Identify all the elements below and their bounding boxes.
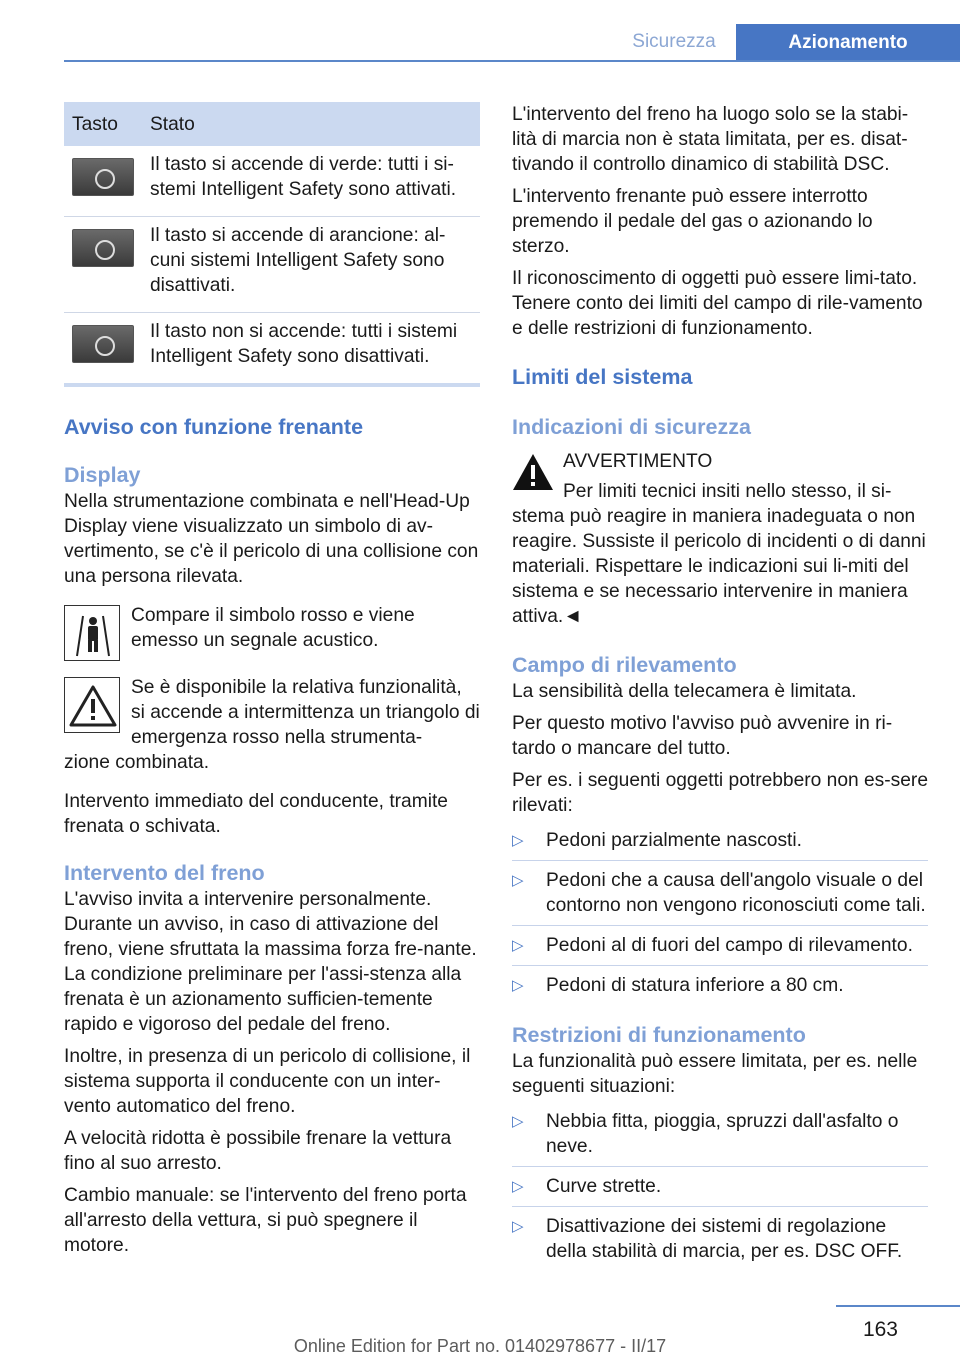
icon1-description: Compare il simbolo rosso e viene emesso un segnale acustico. — [131, 605, 415, 651]
table-header-tasto: Tasto — [64, 102, 142, 146]
heading-sicurezza: Indicazioni di sicurezza — [512, 415, 751, 439]
paragraph-campo-3: Per es. i seguenti oggetti potrebbero non es-sere rilevati: — [512, 770, 928, 816]
list-item: ▷ Pedoni parzialmente nascosti. — [512, 828, 928, 861]
page-number: 163 — [862, 1318, 898, 1341]
warning-icon — [512, 453, 554, 491]
table-cell-state: Il tasto non si accende: tutti i sistemi Intelligent Safety sono disattivati. — [142, 313, 480, 386]
paragraph-freno-4: Cambio manuale: se l'intervento del freno porta all'arresto della vettura, si può spegnere il motore. — [64, 1185, 467, 1256]
triangle-warning-row — [64, 675, 480, 775]
status-table — [64, 102, 480, 387]
safety-key-orange-icon — [72, 229, 134, 267]
table-row — [64, 146, 480, 217]
icon2-description-cont: zione combinata. — [64, 752, 210, 773]
heading-avviso: Avviso con funzione frenante — [64, 415, 364, 439]
left-column — [64, 102, 480, 1265]
table-row — [64, 217, 480, 313]
table-row — [64, 313, 480, 386]
paragraph-intervento: Intervento immediato del conducente, tramite frenata o schivata. — [64, 791, 448, 837]
paragraph-campo-1: La sensibilità della telecamera è limitata. — [512, 681, 857, 702]
paragraph-freno-2: Inoltre, in presenza di un pericolo di collisione, il sistema supporta il conducente con un inter-vento automatico del freno. — [64, 1046, 471, 1117]
heading-freno: Intervento del freno — [64, 861, 265, 885]
header-chapter-tab: Azionamento — [736, 24, 960, 62]
restrictions-list — [512, 1109, 928, 1271]
list-item: ▷ Pedoni che a causa dell'angolo visuale o del contorno non vengono riconosciuti come tali. — [512, 868, 928, 926]
paragraph-display: Nella strumentazione combinata e nell'Head-Up Display viene visualizzato un simbolo di av-vertimento, se c'è il pericolo di una collisione con una persona rilevata. — [64, 491, 479, 587]
paragraph-riconoscimento: Il riconoscimento di oggetti può essere limi-tato. Tenere conto dei limiti del campo di rile-vamento e delle restrizioni di funzionamento. — [512, 268, 923, 339]
list-item: ▷ Curve strette. — [512, 1174, 928, 1207]
list-item: ▷ Pedoni di statura inferiore a 80 cm. — [512, 973, 928, 1005]
table-header-row — [64, 102, 480, 146]
paragraph-freno-3: A velocità ridotta è possibile frenare la vettura fino al suo arresto. — [64, 1128, 452, 1174]
list-item: ▷ Nebbia fitta, pioggia, spruzzi dall'asfalto o neve. — [512, 1109, 928, 1167]
safety-key-green-icon — [72, 158, 134, 196]
undetected-list — [512, 828, 928, 1005]
table-header-stato: Stato — [142, 102, 480, 146]
page-number-rule — [836, 1305, 960, 1307]
paragraph-stabilita: L'intervento del freno ha luogo solo se la stabi-lità di marcia non è stata limitata, per es. disat-tivando il controllo dinamico di stabilità DSC. — [512, 104, 909, 175]
warning-block — [512, 449, 928, 474]
table-cell-state: Il tasto si accende di arancione: al-cuni sistemi Intelligent Safety sono disattivati. — [142, 217, 480, 313]
pedestrian-warning-icon — [64, 605, 120, 661]
warning-triangle-icon — [64, 677, 120, 733]
heading-restrizioni: Restrizioni di funzionamento — [512, 1023, 806, 1047]
header-rule — [64, 60, 960, 62]
paragraph-interrotto: L'intervento frenante può essere interrotto premendo il pedale del gas o azionando lo sterzo. — [512, 186, 873, 257]
heading-display: Display — [64, 463, 141, 487]
icon2-description: Se è disponibile la relativa funzionalità, si accende a intermittenza un triangolo di emergenza rosso nella strumenta- — [131, 677, 480, 748]
warning-text: Per limiti tecnici insiti nello stesso, il si-stema può reagire in maniera inadeguata o non reagire. Sussiste il pericolo di incidenti o di danni materiali. Rispettare le indicazioni sui li-miti del sistema e se necessario intervenire in maniera attiva.◄ — [512, 481, 926, 627]
paragraph-campo-2: Per questo motivo l'avviso può avvenire in ri-tardo o mancare del tutto. — [512, 713, 893, 759]
right-column — [512, 102, 928, 1278]
footer-edition: Online Edition for Part no. 01402978677 - II/17 — [293, 1336, 667, 1356]
table-cell-state: Il tasto si accende di verde: tutti i si-stemi Intelligent Safety sono attivati. — [142, 146, 480, 217]
header-section-tab: Sicurezza — [632, 31, 716, 52]
list-item: ▷ Disattivazione dei sistemi di regolazione della stabilità di marcia, per es. DSC OFF. — [512, 1214, 928, 1271]
heading-limiti: Limiti del sistema — [512, 365, 693, 389]
warning-title: AVVERTIMENTO — [563, 451, 713, 472]
list-item: ▷ Pedoni al di fuori del campo di rilevamento. — [512, 933, 928, 966]
paragraph-freno-1: L'avviso invita a intervenire personalmente. Durante un avviso, in caso di attivazione del freno, viene sfruttata la massima forza fre-nante. La condizione preliminare per l'assi-stenza alla frenata è un azionamento sufficien-temente rapido e vigoroso del pedale del freno. — [64, 889, 477, 1035]
paragraph-restrizioni: La funzionalità può essere limitata, per es. nelle seguenti situazioni: — [512, 1051, 918, 1097]
safety-key-off-icon — [72, 325, 134, 363]
heading-campo: Campo di rilevamento — [512, 653, 737, 677]
pedestrian-warning-row — [64, 603, 480, 661]
